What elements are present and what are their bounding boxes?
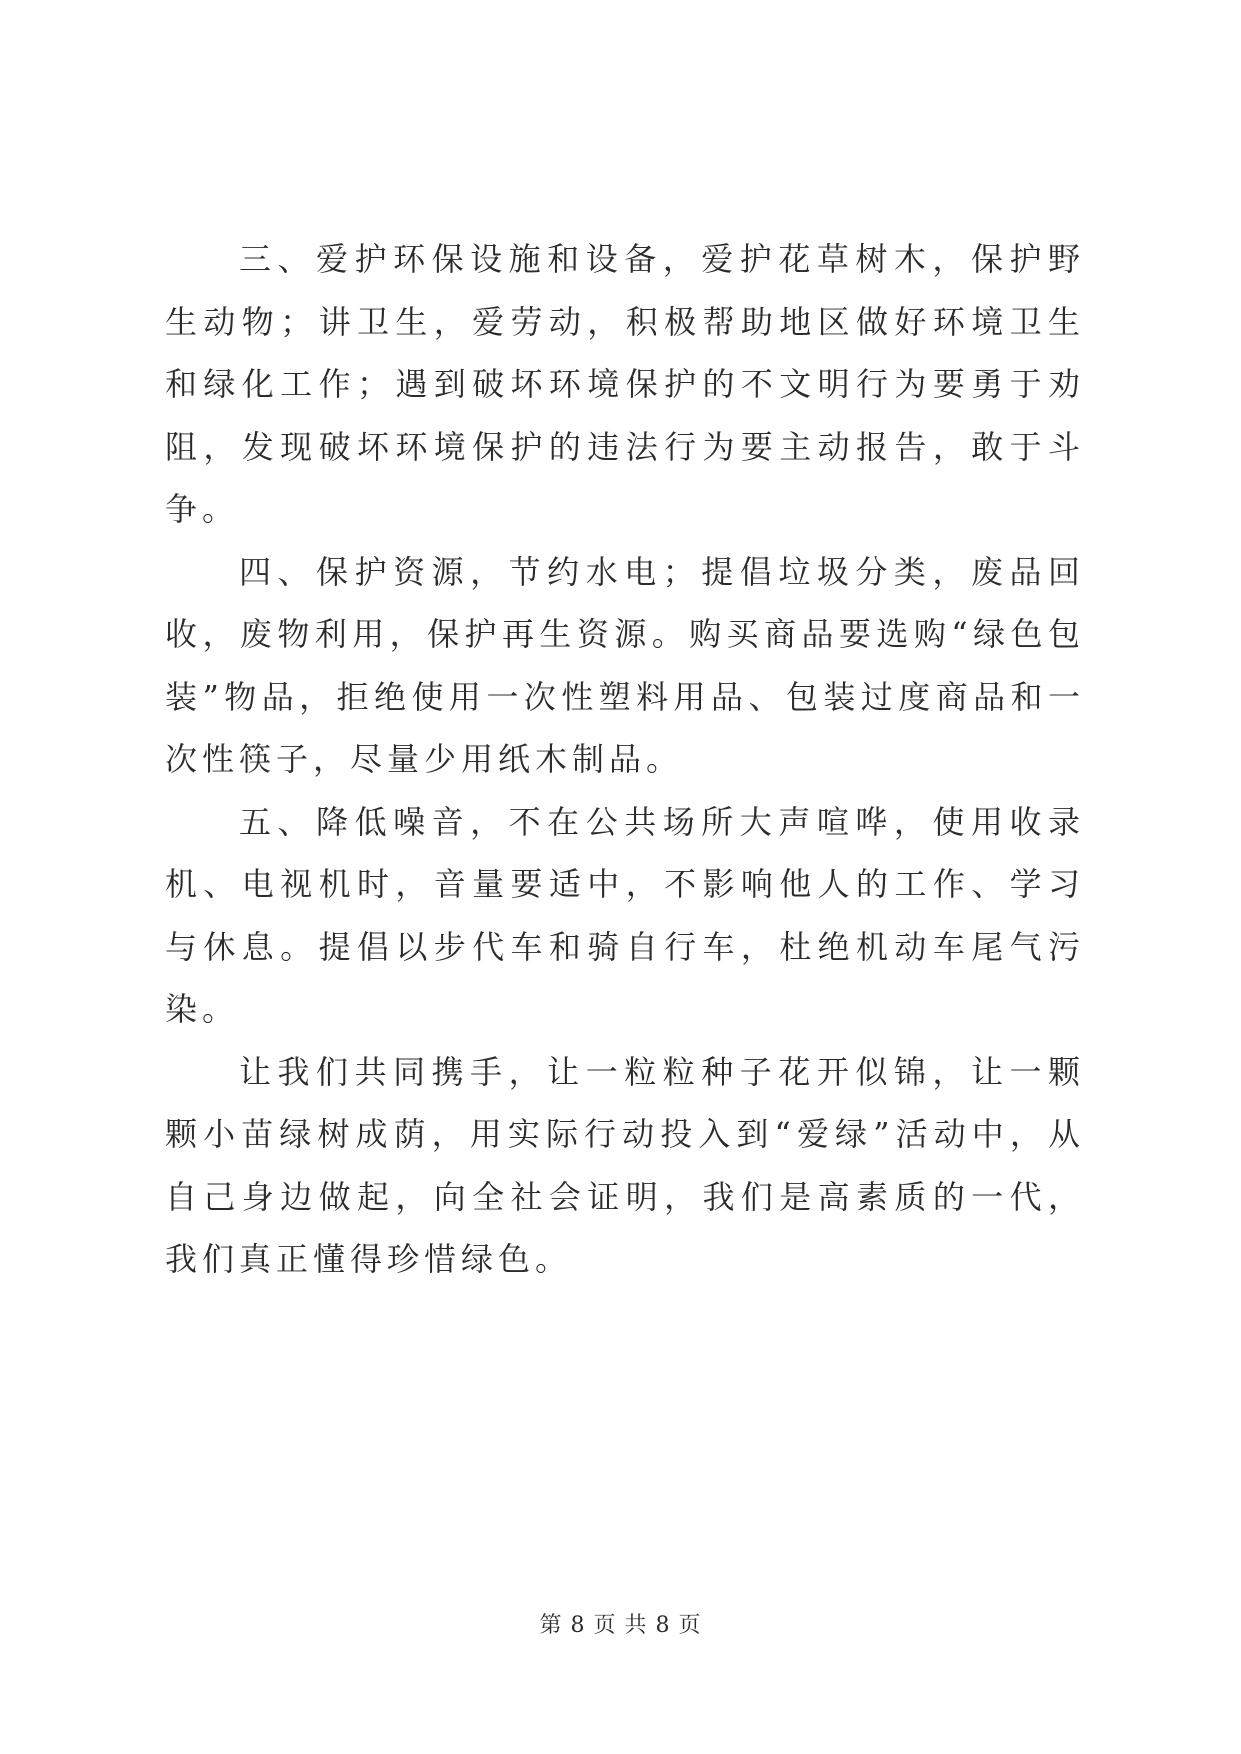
paragraph-3: 三、爱护环保设施和设备，爱护花草树木，保护野生动物；讲卫生，爱劳动，积极帮助地区做好环境卫生和绿化工作；遇到破坏环境保护的不文明行为要勇于劝阻，发现破坏环境保护的违法行为要主动报告，敢于斗争。 [165,240,1085,528]
document-body [165,228,1085,1291]
paragraph-closing: 让我们共同携手，让一粒粒种子花开似锦，让一颗颗小苗绿树成荫，用实际行动投入到“爱绿”活动中，从自己身边做起，向全社会证明，我们是高素质的一代，我们真正懂得珍惜绿色。 [165,1052,1085,1278]
paragraph-4: 四、保护资源，节约水电；提倡垃圾分类，废品回收，废物利用，保护再生资源。购买商品要选购“绿色包装”物品，拒绝使用一次性塑料用品、包装过度商品和一次性筷子，尽量少用纸木制品。 [165,552,1085,778]
page-number-footer: 第 8 页 共 8 页 [539,1613,702,1638]
paragraph-5: 五、降低噪音，不在公共场所大声喧哗，使用收录机、电视机时，音量要适中，不影响他人的工作、学习与休息。提倡以步代车和骑自行车，杜绝机动车尾气污染。 [165,802,1085,1028]
